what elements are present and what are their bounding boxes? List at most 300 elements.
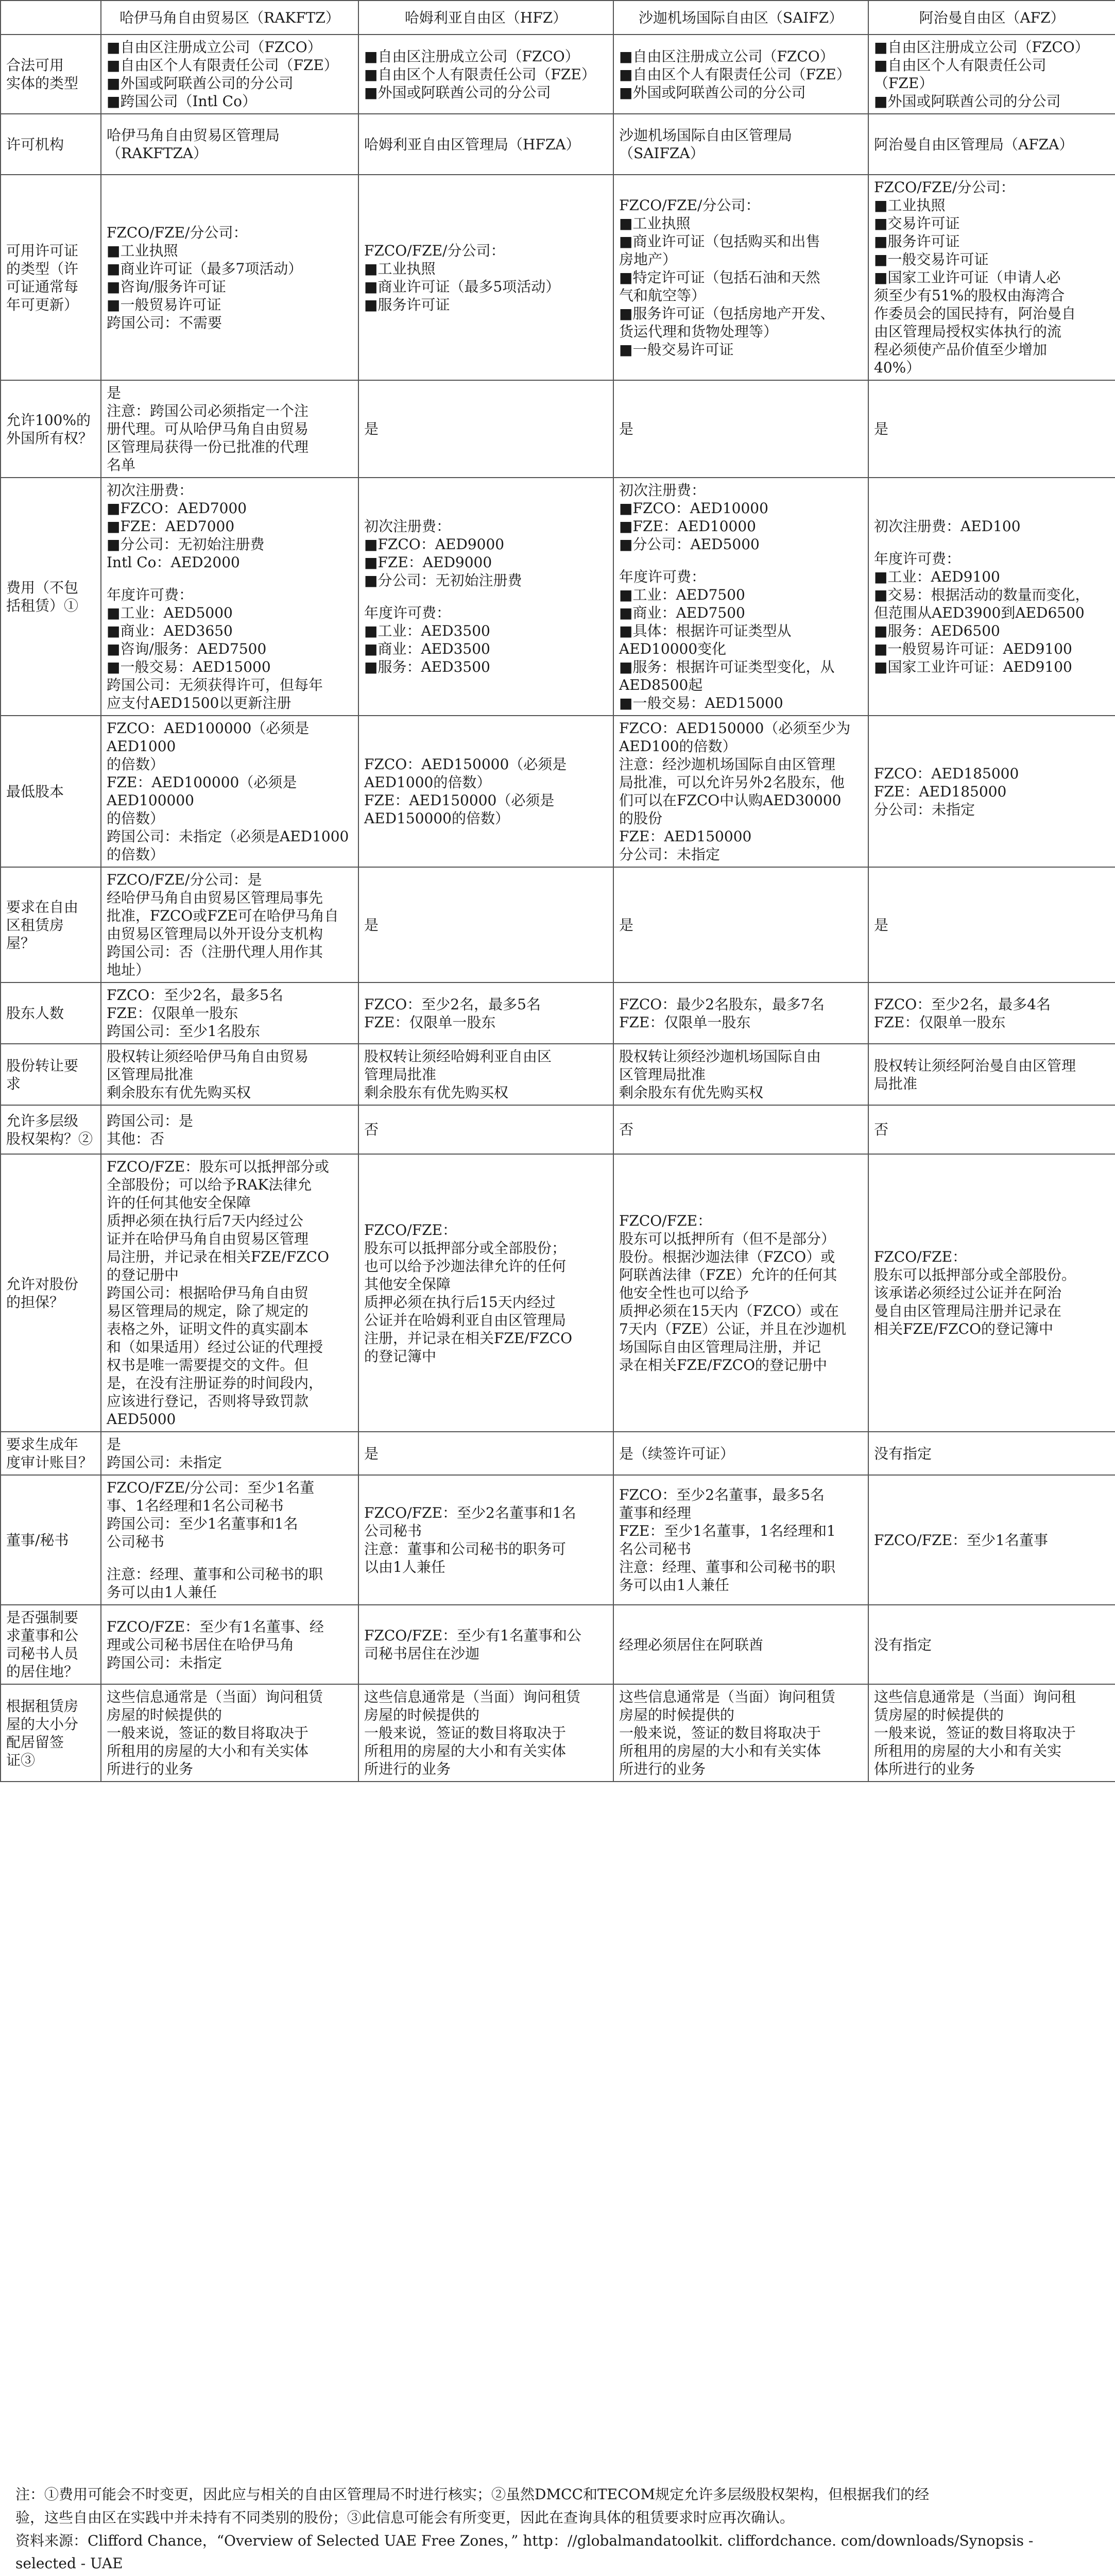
- cell-line: 所进行的业务: [107, 1760, 194, 1777]
- row-label-line: 允许100%的: [6, 411, 91, 429]
- cell-line: 房屋的时候提供的: [107, 1706, 222, 1723]
- cell-line: 这些信息通常是（当面）询问租赁: [107, 1688, 323, 1705]
- cell-line: 的登记册中: [107, 1266, 179, 1283]
- cell-line: 也可以给予沙迦法律允许的任何: [364, 1257, 567, 1275]
- cell-line: ■商业许可证（最多7项活动）: [107, 260, 303, 277]
- table-row: [1, 1154, 1115, 1432]
- row-label-line: 司秘书人员: [6, 1645, 79, 1662]
- table-cell: [358, 1475, 613, 1605]
- cell-line: 跨国公司：是: [107, 1112, 194, 1129]
- table-cell: [358, 175, 613, 380]
- cell-line: 股东可以抵押所有（但不是部分）: [619, 1230, 836, 1247]
- table-row: [1, 867, 1115, 982]
- table-body: [1, 35, 1115, 1782]
- cell-line: ■自由区个人有限责任公司（FZE）: [107, 57, 338, 74]
- cell-line: 股权转让须经哈伊马角自由贸易: [107, 1048, 309, 1065]
- cell-line: 名单: [107, 456, 136, 473]
- table-row: [1, 478, 1115, 716]
- table-cell: [358, 1684, 613, 1782]
- cell-line: ■分公司：无初始注册费: [364, 572, 522, 589]
- cell-line: ■工业：AED7500: [619, 586, 745, 603]
- cell-line: AED5000: [107, 1411, 176, 1428]
- cell-line: 跨国公司：不需要: [107, 314, 222, 331]
- cell-line: 一般来说，签证的数目将取决于: [619, 1724, 821, 1741]
- cell-line: AED150000的倍数）: [364, 810, 509, 827]
- table-cell: [358, 1605, 613, 1684]
- cell-line: ■一般交易许可证: [874, 251, 989, 268]
- cell-line: 注意：董事和公司秘书的职务可: [364, 1540, 567, 1557]
- row-label-line: 区租赁房: [6, 916, 64, 934]
- cell-line: FZCO：至少2名董事，最多5名: [619, 1486, 825, 1503]
- cell-line: 质押必须在15天内（FZCO）或在: [619, 1302, 839, 1319]
- row-label: [1, 380, 101, 478]
- row-label-line: 董事/秘书: [6, 1531, 69, 1549]
- cell-line: ■外国或阿联酋公司的分公司: [874, 93, 1061, 110]
- cell-line: ■分公司：无初始注册费: [107, 536, 265, 553]
- cell-line: 其他：否: [107, 1130, 165, 1147]
- cell-line: 易区管理局的规定，除了规定的: [107, 1302, 309, 1319]
- cell-line: 理或公司秘书居住在哈伊马角: [107, 1636, 295, 1653]
- cell-line: ■工业：AED9100: [874, 568, 1000, 585]
- row-label-line: 允许多层级: [6, 1112, 79, 1129]
- cell-line: 房屋的时候提供的: [619, 1706, 735, 1723]
- row-label: [1, 35, 101, 114]
- table-cell: [613, 1684, 868, 1782]
- cell-line: 气和航空等）: [619, 287, 706, 304]
- table-row: [1, 380, 1115, 478]
- cell-line: 股权转让须经沙迦机场国际自由: [619, 1048, 821, 1065]
- cell-line: FZE：AED185000: [874, 783, 1007, 800]
- cell-line: FZCO：AED150000（必须至少为: [619, 720, 851, 737]
- cell-line: 注册，并记录在相关FZE/FZCO: [364, 1329, 573, 1347]
- source-line-1: 资料来源：Clifford Chance，“Overview of Selected UAE Free Zones，” http：//globalmandatoolkit. cliffordchance. com/downloads/Synopsis - selected - UAE: [15, 2532, 1038, 2572]
- table-cell: [613, 175, 868, 380]
- cell-spacer: [107, 571, 353, 586]
- cell-line: 的股份: [619, 810, 663, 827]
- row-label-line: 费用（不包: [6, 579, 79, 596]
- cell-line: 跨国公司：未指定: [107, 1654, 222, 1671]
- cell-line: FZCO/FZE/分公司：: [874, 179, 1015, 196]
- cell-line: 务可以由1人兼任: [107, 1584, 217, 1601]
- cell-line: 由贸易区管理局以外开设分支机构: [107, 925, 323, 942]
- cell-line: FZCO/FZE：至少有1名董事和公: [364, 1627, 581, 1644]
- cell-line: 初次注册费：: [619, 482, 706, 499]
- table-cell: [101, 1154, 358, 1432]
- cell-line: 注意：跨国公司必须指定一个注: [107, 402, 309, 419]
- cell-line: ■分公司：AED5000: [619, 536, 760, 553]
- table-row: [1, 1044, 1115, 1105]
- table-cell: [358, 1432, 613, 1475]
- cell-line: FZCO：最少2名股东，最多7名: [619, 995, 825, 1013]
- row-label-line: 括租赁）①: [6, 597, 79, 614]
- cell-spacer: [107, 1551, 353, 1565]
- row-label: [1, 1432, 101, 1475]
- cell-line: 许的任何其他安全保障: [107, 1194, 251, 1211]
- table-row: [1, 35, 1115, 114]
- cell-line: 剩余股东有优先购买权: [107, 1084, 251, 1101]
- cell-line: ■特定许可证（包括石油和天然: [619, 269, 820, 286]
- table-cell: [868, 1475, 1115, 1605]
- cell-line: ■一般贸易许可证: [107, 296, 221, 313]
- cell-line: ■一般贸易许可证：AED9100: [874, 640, 1072, 657]
- cell-line: 是: [107, 384, 122, 401]
- cell-line: 这些信息通常是（当面）询问租赁: [364, 1688, 581, 1705]
- table-cell: [613, 114, 868, 175]
- table-cell: [613, 982, 868, 1044]
- cell-line: 阿联酋法律（FZE）允许的任何其: [619, 1266, 837, 1283]
- cell-line: FZE：AED100000（必须是AED100000: [107, 774, 297, 809]
- cell-line: ■服务：AED6500: [874, 622, 1000, 639]
- cell-line: FZCO/FZE/分公司：至少1名董: [107, 1479, 315, 1496]
- cell-line: 由区管理局授权实体执行的流: [874, 323, 1062, 340]
- row-label-line: 证③: [6, 1751, 36, 1769]
- row-label-line: 根据租赁房: [6, 1697, 79, 1715]
- cell-line: 但范围从AED3900到AED6500: [874, 604, 1085, 621]
- footnotes: [15, 2483, 1097, 2576]
- cell-line: ■跨国公司（Intl Co）: [107, 93, 256, 110]
- row-label-line: 求: [6, 1075, 21, 1092]
- cell-line: AED1000的倍数）: [364, 774, 491, 791]
- table-cell: [868, 1154, 1115, 1432]
- table-cell: [358, 1105, 613, 1154]
- cell-line: ■服务：AED3500: [364, 658, 490, 675]
- table-row: [1, 1605, 1115, 1684]
- cell-line: ■外国或阿联酋公司的分公司: [107, 75, 294, 92]
- cell-line: 局批准，可以允许另外2名股东，他: [619, 774, 845, 791]
- cell-line: ■自由区注册成立公司（FZCO）: [874, 39, 1089, 56]
- table-cell: [868, 175, 1115, 380]
- table-cell: [868, 380, 1115, 478]
- cell-line: （FZE）: [874, 75, 934, 92]
- cell-line: 所租用的房屋的大小和有关实体: [619, 1742, 821, 1759]
- cell-line: ■具体：根据许可证类型从: [619, 622, 792, 639]
- table-row: [1, 114, 1115, 175]
- cell-line: 是: [107, 1436, 122, 1453]
- table-cell: [868, 867, 1115, 982]
- table-cell: [101, 1432, 358, 1475]
- cell-line: 的倍数）: [107, 810, 165, 827]
- cell-line: ■自由区注册成立公司（FZCO）: [619, 47, 834, 65]
- cell-line: ■一般交易许可证: [619, 341, 734, 358]
- cell-line: ■服务许可证: [874, 233, 960, 250]
- cell-line: 是: [619, 916, 634, 934]
- cell-line: 们可以在FZCO中认购AED30000: [619, 792, 842, 809]
- header-cell-hfz: 哈姆利亚自由区（HFZ）: [358, 1, 613, 35]
- cell-line: 局批准: [874, 1075, 918, 1092]
- cell-line: ■FZCO：AED7000: [107, 500, 247, 517]
- footnote-line-1: 注：①费用可能会不时变更，因此应与相关的自由区管理局不时进行核实；②虽然DMCC和TECOM规定允许多层级股权架构，但根据我们的经: [15, 2486, 930, 2503]
- row-label-line: 屋？: [6, 934, 36, 952]
- cell-line: 否: [619, 1121, 634, 1138]
- cell-line: 是（续签许可证）: [619, 1445, 735, 1462]
- cell-line: ■自由区个人有限责任公司: [874, 57, 1047, 74]
- row-label-line: 可证通常每: [6, 278, 79, 295]
- cell-line: 阿治曼自由区管理局（AFZA）: [874, 135, 1074, 153]
- cell-line: 区管理局获得一份已批准的代理: [107, 438, 309, 455]
- cell-line: ■自由区个人有限责任公司（FZE）: [619, 65, 851, 83]
- cell-line: ■一般交易：AED15000: [107, 658, 271, 675]
- table-cell: [101, 1044, 358, 1105]
- cell-line: 分公司：未指定: [874, 801, 975, 818]
- cell-line: （SAIFZA）: [619, 145, 705, 162]
- cell-line: FZCO/FZE：: [619, 1212, 712, 1229]
- cell-line: 批准，FZCO或FZE可在哈伊马角自: [107, 907, 339, 924]
- cell-line: 名公司秘书: [619, 1540, 692, 1557]
- table-cell: [613, 478, 868, 716]
- cell-line: AED10000变化: [619, 640, 727, 657]
- cell-line: 公证并在哈姆利亚自由区管理局: [364, 1311, 567, 1329]
- cell-line: FZCO：至少2名，最多4名: [874, 995, 1051, 1013]
- cell-spacer: [619, 553, 863, 568]
- cell-line: 区管理局批准: [107, 1066, 194, 1083]
- cell-line: ■服务：根据许可证类型变化，从: [619, 658, 835, 675]
- row-label-line: 外国所有权？: [6, 429, 93, 447]
- cell-line: 是，在没有注册证券的时间段内，: [107, 1375, 323, 1392]
- cell-line: 的倍数）: [107, 846, 165, 863]
- cell-line: Intl Co：AED2000: [107, 554, 240, 571]
- row-label: [1, 867, 101, 982]
- table-cell: [613, 1105, 868, 1154]
- table-cell: [613, 35, 868, 114]
- row-label: [1, 1154, 101, 1432]
- cell-line: 这些信息通常是（当面）询问租: [874, 1688, 1076, 1705]
- cell-line: 管理局批准: [364, 1066, 437, 1083]
- table-cell: [101, 1684, 358, 1782]
- cell-line: 事、1名经理和1名公司秘书: [107, 1497, 284, 1514]
- table-cell: [358, 35, 613, 114]
- table-cell: [101, 1475, 358, 1605]
- table-cell: [101, 478, 358, 716]
- cell-spacer: [364, 589, 608, 604]
- cell-line: 股东可以抵押部分或全部股份；: [364, 1239, 567, 1257]
- row-label-line: 是否强制要: [6, 1609, 79, 1626]
- cell-line: ■工业：AED3500: [364, 622, 490, 639]
- row-label-line: 求董事和公: [6, 1627, 79, 1644]
- table-cell: [101, 982, 358, 1044]
- cell-line: 否: [364, 1121, 379, 1138]
- cell-line: 一般来说，签证的数目将取决于: [364, 1724, 567, 1741]
- cell-line: FZCO：AED150000（必须是: [364, 756, 567, 773]
- cell-line: 一般来说，签证的数目将取决于: [874, 1724, 1076, 1741]
- row-label-line: 股东人数: [6, 1005, 64, 1022]
- cell-line: 年度许可费：: [107, 586, 194, 603]
- row-label-line: 要求在自由: [6, 898, 79, 916]
- cell-line: 是: [364, 916, 379, 934]
- row-label: [1, 982, 101, 1044]
- row-label-line: 屋的大小分: [6, 1715, 79, 1733]
- cell-line: 应该进行登记，否则将导致罚款: [107, 1393, 309, 1410]
- cell-line: ■服务许可证: [364, 296, 450, 313]
- cell-line: 初次注册费：AED100: [874, 518, 1021, 535]
- cell-line: FZE：仅限单一股东: [364, 1013, 496, 1031]
- header-row: [1, 1, 1115, 35]
- cell-line: 房地产）: [619, 251, 677, 268]
- table-cell: [101, 1605, 358, 1684]
- table-cell: [613, 1432, 868, 1475]
- cell-line: ■外国或阿联酋公司的分公司: [619, 83, 806, 101]
- table-cell: [868, 1105, 1115, 1154]
- footnote-line-2: 验，这些自由区在实践中并未持有不同类别的股份；③此信息可能会有所变更，因此在查询具体的租赁要求时应再次确认。: [15, 2509, 795, 2526]
- cell-line: 场国际自由区管理局注册，并记: [619, 1338, 821, 1355]
- cell-spacer: [874, 535, 1110, 550]
- table-cell: [613, 1475, 868, 1605]
- table-cell: [101, 867, 358, 982]
- cell-line: 和（如果适用）经过公证的代理授: [107, 1338, 323, 1355]
- row-label-line: 要求生成年: [6, 1436, 79, 1453]
- cell-line: FZE：AED150000（必须是: [364, 792, 555, 809]
- cell-line: 年度许可费：: [364, 604, 451, 621]
- cell-line: ■商业：AED7500: [619, 604, 745, 621]
- cell-line: 股权转让须经哈姆利亚自由区: [364, 1048, 552, 1065]
- row-label-line: 实体的类型: [6, 75, 79, 92]
- table-cell: [613, 1605, 868, 1684]
- cell-line: FZCO：AED185000: [874, 765, 1019, 782]
- cell-line: ■工业执照: [107, 242, 178, 259]
- cell-line: 公司秘书: [364, 1522, 422, 1539]
- cell-line: FZCO/FZE：: [874, 1248, 967, 1265]
- cell-line: 跨国公司：未指定: [107, 1454, 222, 1471]
- cell-line: FZCO：AED100000（必须是AED1000: [107, 720, 310, 755]
- cell-line: 相关FZE/FZCO的登记簿中: [874, 1320, 1054, 1337]
- table-row: [1, 175, 1115, 380]
- cell-line: 40%）: [874, 359, 921, 376]
- cell-line: 股东可以抵押部分或全部股份。: [874, 1266, 1076, 1283]
- table-cell: [101, 380, 358, 478]
- row-label-line: 许可机构: [6, 135, 64, 153]
- cell-line: 所进行的业务: [619, 1760, 706, 1777]
- table-cell: [613, 716, 868, 867]
- cell-line: 是: [364, 1445, 379, 1462]
- cell-line: ■自由区个人有限责任公司（FZE）: [364, 65, 596, 83]
- cell-line: 他安全性也可以给予: [619, 1284, 749, 1301]
- cell-line: 跨国公司：否（注册代理人用作其: [107, 943, 323, 960]
- cell-line: 表格之外，证明文件的真实副本: [107, 1320, 309, 1337]
- cell-line: 跨国公司：至少1名股东: [107, 1023, 260, 1040]
- cell-line: 质押必须在执行后7天内经过公: [107, 1212, 303, 1229]
- row-label: [1, 1475, 101, 1605]
- cell-line: 曼自由区管理局注册并记录在: [874, 1302, 1062, 1319]
- table-cell: [613, 380, 868, 478]
- cell-line: 是: [619, 420, 634, 437]
- table-row: [1, 1105, 1115, 1154]
- cell-line: FZCO/FZE：至少有1名董事、经: [107, 1618, 324, 1635]
- table-cell: [868, 716, 1115, 867]
- cell-line: 所租用的房屋的大小和有关实体: [107, 1742, 309, 1759]
- cell-line: 质押必须在执行后15天内经过: [364, 1293, 556, 1311]
- row-label: [1, 1684, 101, 1782]
- cell-line: 录在相关FZE/FZCO的登记册中: [619, 1357, 828, 1374]
- cell-line: ■国家工业许可证：AED9100: [874, 658, 1072, 675]
- table-cell: [101, 175, 358, 380]
- table-cell: [868, 982, 1115, 1044]
- table-cell: [868, 1432, 1115, 1475]
- table-cell: [358, 114, 613, 175]
- cell-line: AED8500起: [619, 676, 703, 693]
- row-label: [1, 716, 101, 867]
- cell-line: FZE：仅限单一股东: [874, 1013, 1006, 1031]
- cell-line: 司秘书居住在沙迦: [364, 1645, 480, 1662]
- table-cell: [358, 982, 613, 1044]
- cell-line: ■外国或阿联酋公司的分公司: [364, 83, 551, 101]
- row-label: [1, 1605, 101, 1684]
- cell-line: 注意：经理、董事和公司秘书的职: [107, 1566, 323, 1583]
- row-label-line: 股权架构？②: [6, 1130, 93, 1147]
- table-row: [1, 716, 1115, 867]
- cell-line: 体所进行的业务: [874, 1760, 975, 1777]
- cell-line: 局注册，并记录在相关FZE/FZCO: [107, 1248, 330, 1265]
- table-cell: [868, 478, 1115, 716]
- cell-line: 货运代理和货物处理等）: [619, 323, 778, 340]
- cell-line: FZE：AED150000: [619, 828, 752, 845]
- cell-line: ■FZCO：AED10000: [619, 500, 768, 517]
- cell-line: 年度许可费：: [874, 550, 961, 567]
- cell-line: ■交易许可证: [874, 215, 960, 232]
- cell-line: 须至少有51%的股权由海湾合: [874, 287, 1065, 304]
- cell-line: ■FZCO：AED9000: [364, 536, 505, 553]
- cell-line: ■FZE：AED7000: [107, 518, 235, 535]
- row-label: [1, 1044, 101, 1105]
- cell-line: ■工业执照: [364, 260, 436, 277]
- cell-line: （RAKFTZA）: [107, 145, 208, 162]
- header-cell-rakftz: 哈伊马角自由贸易区（RAKFTZ）: [101, 1, 358, 35]
- table-cell: [613, 1154, 868, 1432]
- cell-line: 经哈伊马角自由贸易区管理局事先: [107, 889, 323, 906]
- cell-line: ■工业执照: [619, 215, 691, 232]
- table-cell: [101, 1105, 358, 1154]
- cell-line: 的登记簿中: [364, 1347, 437, 1365]
- table-cell: [358, 1044, 613, 1105]
- cell-line: FZCO/FZE/分公司：: [364, 242, 505, 259]
- cell-line: FZCO：至少2名，最多5名: [107, 987, 283, 1004]
- cell-line: 初次注册费：: [107, 482, 194, 499]
- cell-line: ■咨询/服务许可证: [107, 278, 226, 295]
- cell-line: 务可以由1人兼任: [619, 1577, 729, 1594]
- row-label-line: 度审计账目？: [6, 1454, 93, 1471]
- table-row: [1, 1475, 1115, 1605]
- cell-line: ■自由区注册成立公司（FZCO）: [364, 47, 579, 65]
- cell-line: 证并在哈伊马角自由贸易区管理: [107, 1230, 309, 1247]
- cell-line: 所租用的房屋的大小和有关实: [874, 1742, 1062, 1759]
- table-cell: [101, 114, 358, 175]
- cell-line: 否: [874, 1121, 889, 1138]
- row-label-line: 的居住地？: [6, 1663, 79, 1680]
- table-cell: [358, 716, 613, 867]
- cell-line: 沙迦机场国际自由区管理局: [619, 127, 793, 144]
- cell-line: 哈伊马角自由贸易区管理局: [107, 127, 280, 144]
- cell-line: 所进行的业务: [364, 1760, 451, 1777]
- cell-line: 公司秘书: [107, 1533, 165, 1550]
- cell-line: 剩余股东有优先购买权: [619, 1084, 764, 1101]
- cell-line: 初次注册费：: [364, 518, 451, 535]
- cell-line: FZCO/FZE：至少2名董事和1名: [364, 1504, 576, 1521]
- row-label-line: 可用许可证: [6, 242, 79, 259]
- cell-line: 该承诺必须经过公证并在阿治: [874, 1284, 1062, 1301]
- cell-line: 注意：经沙迦机场国际自由区管理: [619, 756, 836, 773]
- cell-line: ■商业：AED3500: [364, 640, 490, 657]
- cell-line: 分公司：未指定: [619, 846, 721, 863]
- cell-line: ■商业：AED3650: [107, 622, 233, 639]
- cell-line: 股份。根据沙迦法律（FZCO）或: [619, 1248, 835, 1265]
- cell-line: FZCO/FZE/分公司：是: [107, 871, 262, 888]
- table-row: [1, 982, 1115, 1044]
- cell-line: 全部股份；可以给予RAK法律允: [107, 1176, 312, 1193]
- cell-line: 跨国公司：至少1名董事和1名: [107, 1515, 298, 1532]
- cell-line: 哈姆利亚自由区管理局（HFZA）: [364, 135, 580, 153]
- cell-line: ■商业许可证（包括购买和出售: [619, 233, 820, 250]
- table-cell: [868, 114, 1115, 175]
- row-label: [1, 1105, 101, 1154]
- cell-line: 是: [364, 420, 379, 437]
